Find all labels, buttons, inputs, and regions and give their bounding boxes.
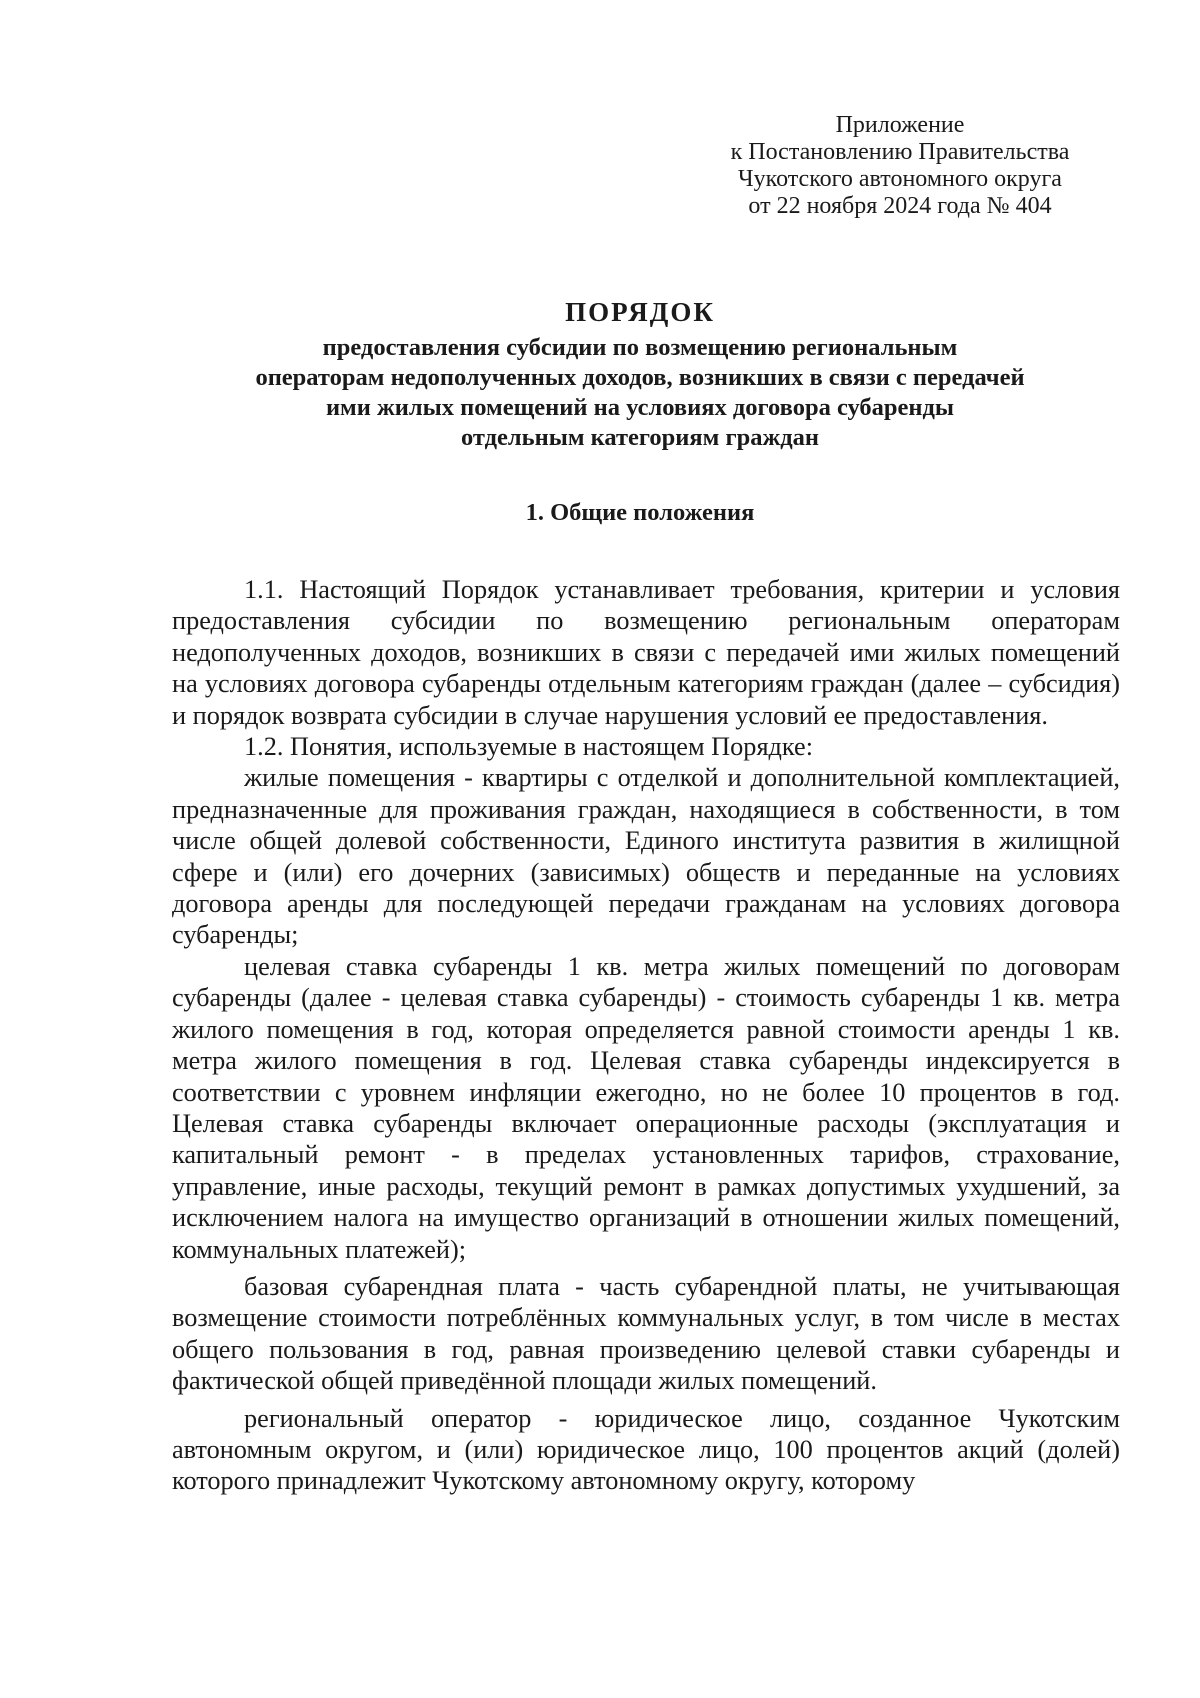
paragraph: базовая субарендная плата - часть субарендной платы, не учитывающая возмещение стоимости потреблённых коммунальных услуг, в том числе в местах общего пользования в год, равная произведению целевой ставки субаренды и фактической общей приведённой площади жилых помещений. [172,1271,1120,1396]
document-subtitle [150,333,1130,453]
paragraph: целевая ставка субаренды 1 кв. метра жилых помещений по договорам субаренды (далее - целевая ставка субаренды) - стоимость субаренды 1 кв. метра жилого помещения в год, которая определяется равной стоимости аренды 1 кв. метра жилого помещения в год. Целевая ставка субаренды индексируется в соответствии с уровнем инфляции ежегодно, но не более 10 процентов в год. Целевая ставка субаренды включает операционные расходы (эксплуатация и капитальный ремонт - в пределах установленных тарифов, страхование, управление, иные расходы, текущий ремонт в рамках допустимых ухудшений, за исключением налога на имущество организаций в отношении жилых помещений, коммунальных платежей); [172,951,1120,1264]
document-title: ПОРЯДОК [565,297,715,327]
paragraph: региональный оператор - юридическое лицо, созданное Чукотским автономным округом, и (или) юридическое лицо, 100 процентов акций (долей) которого принадлежит Чукотскому автономному округу, которому [172,1403,1120,1496]
appendix-line: Приложение [835,112,965,138]
section-body [172,574,1120,1497]
subtitle-line: ими жилых помещений на условиях договора субаренды [325,394,955,421]
subtitle-line: операторам недополученных доходов, возникших в связи с передачей [255,364,1025,391]
subtitle-line: предоставления субсидии по возмещению региональным [322,334,958,361]
section-heading: 1. Общие положения [525,499,755,526]
paragraph: 1.2. Понятия, используемые в настоящем Порядке: [244,732,814,762]
paragraph: жилые помещения - квартиры с отделкой и дополнительной комплектацией, предназначенные для проживания граждан, находящиеся в собственности, в том числе общей долевой собственности, Единого института развития в жилищной сфере и (или) его дочерних (зависимых) обществ и переданные на условиях договора аренды для последующей передачи гражданам на условиях договора субаренды; [172,763,1120,950]
paragraph: 1.1. Настоящий Порядок устанавливает требования, критерии и условия предоставления субсидии по возмещению региональным операторам недополученных доходов, возникших в связи с передачей ими жилых помещений на условиях договора субаренды отдельным категориям граждан (далее – субсидия) и порядок возврата субсидии в случае нарушения условий ее предоставления. [172,575,1120,730]
title-block [150,295,1130,453]
subtitle-line: отдельным категориям граждан [460,424,820,451]
appendix-line: к Постановлению Правительства [730,139,1070,165]
appendix-line: Чукотского автономного округа [738,166,1062,192]
appendix-header [720,112,1080,220]
appendix-line: от 22 ноября 2024 года № 404 [748,193,1052,219]
